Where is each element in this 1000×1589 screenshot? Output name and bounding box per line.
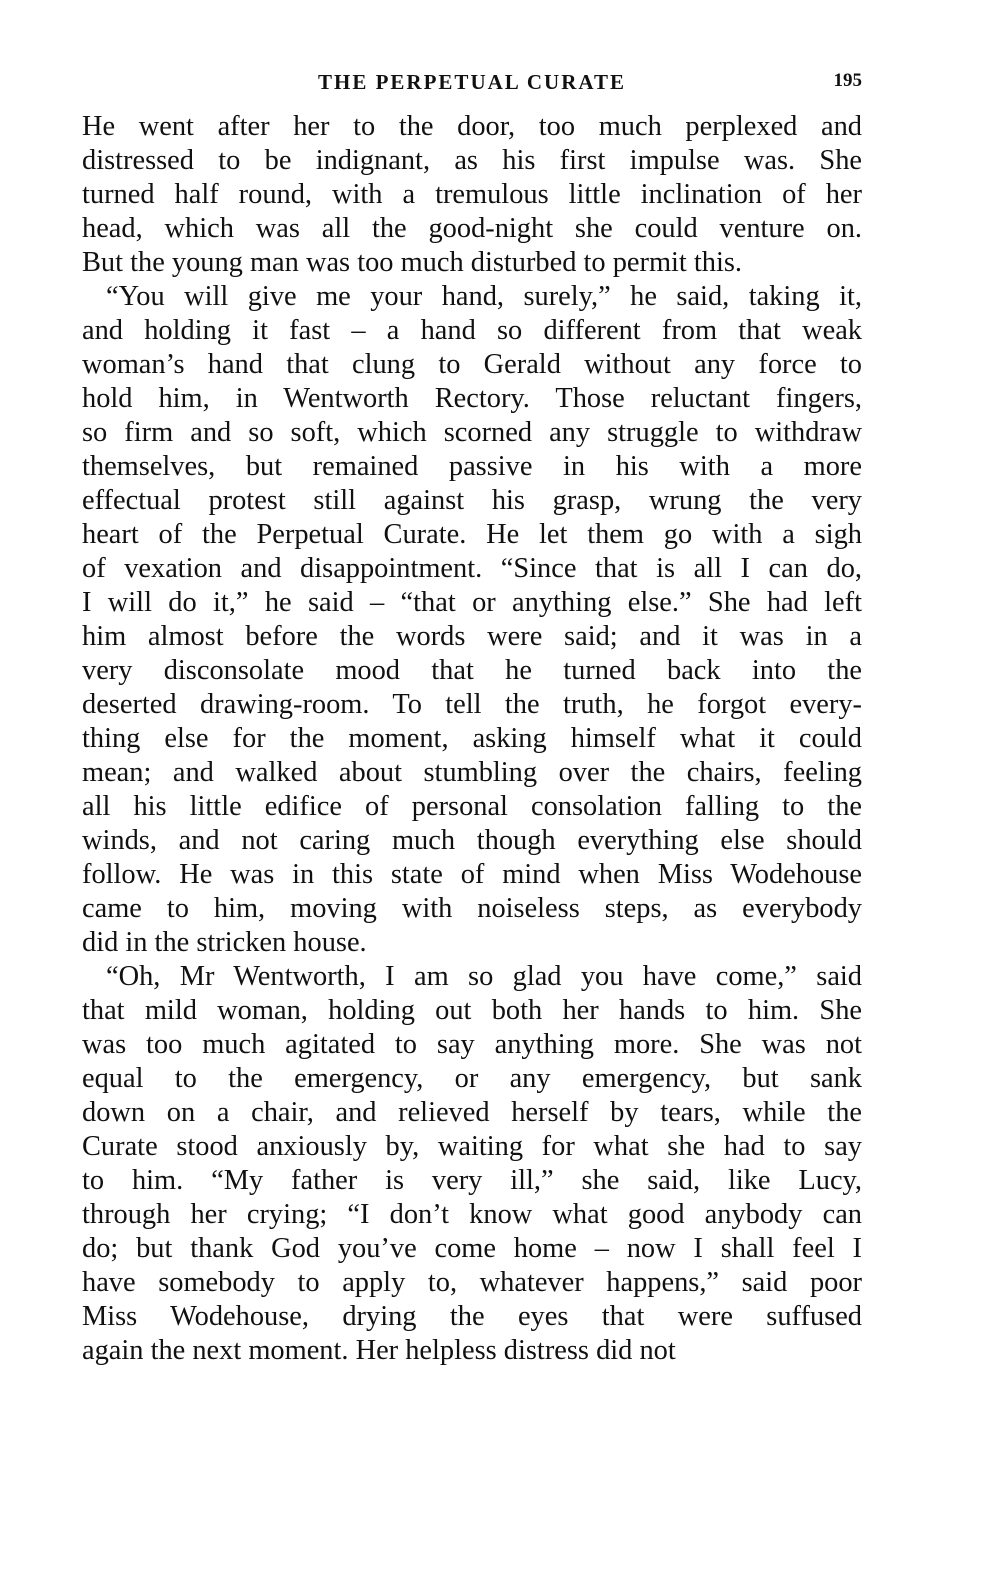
text-line: do; but thank God you’ve come home – now I shall feel I [82, 1233, 862, 1264]
text-line: was too much agitated to say anything more. She was not [82, 1029, 862, 1060]
text-line: that mild woman, holding out both her hands to him. She [82, 995, 862, 1026]
text-line: again the next moment. Her helpless distress did not [82, 1335, 676, 1366]
text-line: mean; and walked about stumbling over the chairs, feeling [82, 757, 862, 788]
text-line: Miss Wodehouse, drying the eyes that were suffused [82, 1301, 862, 1332]
page-number: 195 [833, 70, 862, 91]
text-line: But the young man was too much disturbed to permit this. [82, 247, 743, 278]
text-line: themselves, but remained passive in his with a more [82, 451, 862, 482]
text-line: through her crying; “I don’t know what good anybody can [82, 1199, 862, 1230]
text-line: He went after her to the door, too much perplexed and [82, 111, 862, 142]
text-line: all his little edifice of personal consolation falling to the [82, 791, 862, 822]
text-line: heart of the Perpetual Curate. He let them go with a sigh [82, 519, 862, 550]
text-line: him almost before the words were said; and it was in a [82, 621, 862, 652]
text-line: winds, and not caring much though everything else should [82, 825, 862, 856]
text-line: thing else for the moment, asking himself what it could [82, 723, 862, 754]
text-line: to him. “My father is very ill,” she said, like Lucy, [82, 1165, 862, 1196]
body-text [82, 110, 862, 1368]
running-header [82, 62, 862, 102]
text-line: effectual protest still against his grasp, wrung the very [82, 485, 862, 516]
text-line: Curate stood anxiously by, waiting for what she had to say [82, 1131, 862, 1162]
text-line: “You will give me your hand, surely,” he said, taking it, [106, 281, 862, 312]
text-line: I will do it,” he said – “that or anything else.” She had left [82, 587, 862, 618]
running-title: THE PERPETUAL CURATE [318, 70, 626, 94]
text-line: distressed to be indignant, as his first impulse was. She [82, 145, 862, 176]
text-line: “Oh, Mr Wentworth, I am so glad you have come,” said [106, 961, 862, 992]
text-line: equal to the emergency, or any emergency, but sank [82, 1063, 862, 1094]
text-line: head, which was all the good-night she could venture on. [82, 213, 862, 244]
text-line: follow. He was in this state of mind when Miss Wodehouse [82, 859, 862, 890]
text-line: and holding it fast – a hand so different from that weak [82, 315, 862, 346]
text-line: woman’s hand that clung to Gerald without any force to [82, 349, 862, 380]
text-line: of vexation and disappointment. “Since that is all I can do, [82, 553, 862, 584]
text-line: have somebody to apply to, whatever happens,” said poor [82, 1267, 862, 1298]
text-line: deserted drawing-room. To tell the truth, he forgot every- [82, 689, 862, 720]
text-line: very disconsolate mood that he turned back into the [82, 655, 862, 686]
text-line: turned half round, with a tremulous little inclination of her [82, 179, 862, 210]
text-line: hold him, in Wentworth Rectory. Those reluctant fingers, [82, 383, 862, 414]
text-line: so firm and so soft, which scorned any struggle to withdraw [82, 417, 862, 448]
book-page [82, 62, 862, 1368]
text-line: came to him, moving with noiseless steps, as everybody [82, 893, 862, 924]
text-line: did in the stricken house. [82, 927, 367, 958]
text-line: down on a chair, and relieved herself by tears, while the [82, 1097, 862, 1128]
